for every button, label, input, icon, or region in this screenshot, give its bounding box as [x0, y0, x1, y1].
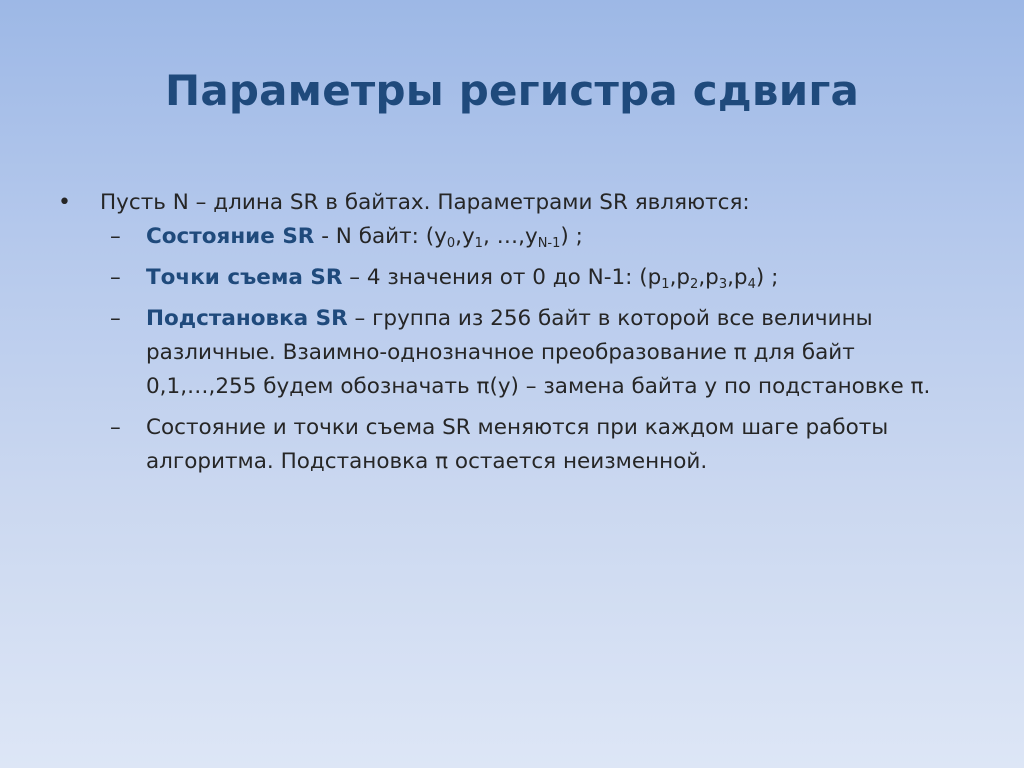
term-state: Состояние SR	[146, 224, 315, 249]
taps-text-4: ,p	[727, 265, 748, 290]
taps-sub-1: 1	[661, 277, 670, 292]
sub-bullet-state	[58, 220, 958, 254]
intro-text: Пусть N – длина SR в байтах. Параметрами SR являются:	[100, 190, 750, 215]
dash-icon: –	[110, 265, 121, 290]
taps-text-3: ,p	[698, 265, 719, 290]
taps-text-5: ) ;	[755, 265, 779, 290]
taps-text-1: – 4 значения от 0 до N-1: (p	[342, 265, 662, 290]
term-substitution: Подстановка SR	[146, 306, 348, 331]
state-text-3: , …,y	[482, 224, 538, 249]
dash-icon: –	[110, 224, 121, 249]
slide-body	[58, 186, 958, 486]
sub-bullet-substitution	[58, 302, 958, 404]
bullet-dot-icon: •	[58, 190, 71, 215]
state-sub-3: N-1	[537, 236, 561, 251]
slide-title: Параметры регистра сдвига	[164, 66, 860, 115]
taps-text-2: ,p	[669, 265, 691, 290]
sub-bullet-changes	[58, 411, 958, 479]
taps-sub-2: 2	[690, 277, 699, 292]
state-text-1: - N байт: (y	[314, 224, 447, 249]
taps-sub-3: 3	[718, 277, 728, 292]
changes-text: Состояние и точки съема SR меняются при каждом шаге работы алгоритма. Подстановка π остается неизменной.	[146, 415, 889, 474]
state-text-2: ,y	[455, 224, 475, 249]
term-taps: Точки съема SR	[146, 265, 343, 290]
dash-icon: –	[110, 306, 121, 331]
dash-icon: –	[110, 415, 121, 440]
sub-bullets	[58, 220, 958, 479]
state-sub-2: 1	[474, 236, 483, 251]
sub-bullet-taps	[58, 261, 958, 295]
state-sub-1: 0	[446, 236, 456, 251]
state-text-4: ) ;	[560, 224, 583, 249]
bullet-intro	[58, 186, 958, 219]
taps-sub-4: 4	[747, 277, 756, 292]
substitution-text: – группа из 256 байт в которой все величины различные. Взаимно-однозначное преобразование π для байт 0,1,…,255 будем обозначать π(y) – замена байта y по подстановке π.	[146, 306, 931, 399]
